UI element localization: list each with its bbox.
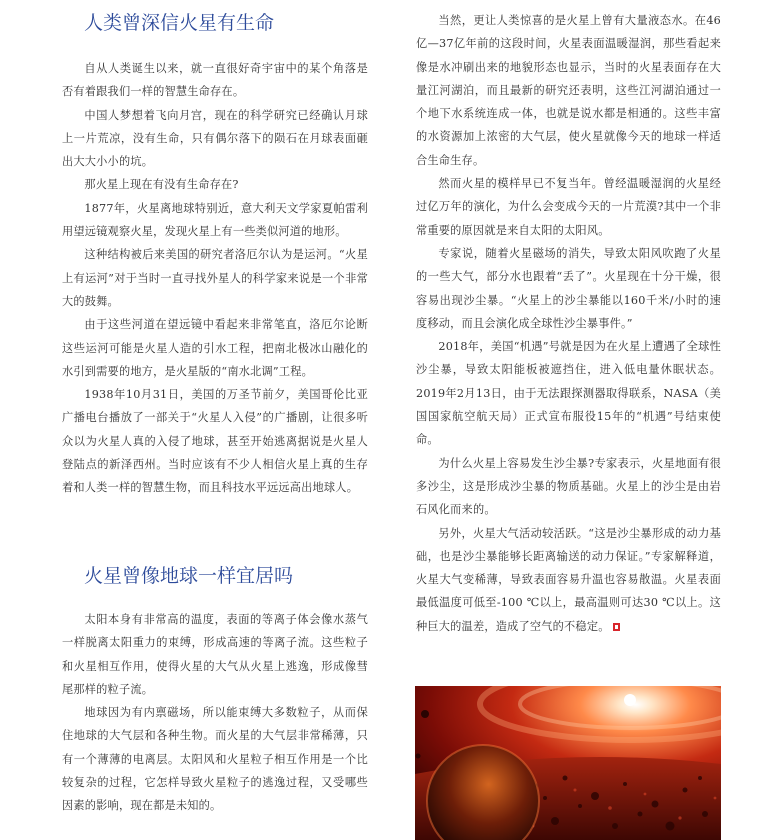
- section-body-life-belief: [62, 57, 368, 500]
- paragraph: 这种结构被后来美国的研究者洛厄尔认为是运河。“火星上有运河”对于当时一直寻找外星人的科学家来说是一个非常大的鼓舞。: [62, 248, 368, 308]
- paragraph: 自从人类诞生以来，就一直很好奇宇宙中的某个角落是否有着跟我们一样的智慧生命存在。: [62, 62, 368, 99]
- paragraph: 1877年，火星离地球特别近，意大利天文学家夏帕雷利用望远镜观察火星，发现火星上有一些类似河道的地形。: [62, 201, 368, 239]
- mars-space-illustration: [415, 686, 721, 840]
- paragraph: 太阳本身有非常高的温度，表面的等离子体会像水蒸气一样脱离太阳重力的束缚，形成高速的等离子流。这些粒子和火星相互作用，使得火星的大气从火星上逃逸，形成像彗尾那样的粒子流。: [62, 613, 368, 696]
- paragraph-last-text: 另外，火星大气活动较活跃。“这是沙尘暴形成的动力基础，也是沙尘暴能够长距离输送的动力保证。”专家解释道，火星大气变稀薄，导致表面容易升温也容易散温。火星表面最低温度可低至-100 ℃以上，最高温则可达30 ℃以上。这种巨大的温差，造成了空气的不稳定。: [416, 526, 721, 633]
- section-body-habitable: [62, 608, 368, 818]
- paragraph-last: [416, 522, 721, 638]
- section-heading-habitable: 火星曾像地球一样宜居吗: [84, 565, 294, 587]
- paragraph: 地球因为有内禀磁场，所以能束缚大多数粒子，从而保住地球的大气层和各种生物。而火星的大气层非常稀薄，只有一个薄薄的电离层。太阳风和火星粒子相互作用是一个比较复杂的过程，它怎样导致火星粒子的逃逸过程，又受哪些因素的影响，现在都是未知的。: [62, 706, 368, 813]
- paragraph: 为什么火星上容易发生沙尘暴?专家表示，火星地面有很多沙尘，这是形成沙尘暴的物质基础。火星上的沙尘是由岩石风化而来的。: [416, 456, 721, 517]
- right-column-body: [416, 9, 721, 638]
- paragraph: 然而火星的模样早已不复当年。曾经温暖湿润的火星经过亿万年的演化，为什么会变成今天的一片荒漠?其中一个非常重要的原因就是来自太阳的太阳风。: [416, 177, 721, 237]
- paragraph: 专家说，随着火星磁场的消失，导致太阳风吹跑了火星的一些大气，部分水也跟着“丢了”。火星现在十分干燥，很容易出现沙尘暴。“火星上的沙尘暴能以160千米/小时的速度移动，而且会演化成全球性沙尘暴事件。”: [416, 246, 721, 330]
- paragraph: 那火星上现在有没有生命存在?: [84, 178, 239, 192]
- paragraph: 由于这些河道在望远镜中看起来非常笔直，洛厄尔论断这些运河可能是火星人造的引水工程，把南北极冰山融化的水引到需要的地方，是火星版的“南水北调”工程。: [62, 318, 368, 378]
- paragraph: 当然，更让人类惊喜的是火星上曾有大量液态水。在46亿—37亿年前的这段时间，火星表面温暖湿润，那些看起来像是水冲刷出来的地貌形态也显示，当时的火星表面存在大量江河湖泊，而且最新的研究还表明，这些江河湖泊通过一个地下水系统连成一体，也就是说水都是相通的。这些丰富的水资源加上浓密的大气层，使火星就像今天的地球一样适合生命生存。: [416, 14, 721, 167]
- paragraph: 2018年，美国“机遇”号就是因为在火星上遭遇了全球性沙尘暴，导致太阳能板被遮挡住，进入低电量休眠状态。2019年2月13日，由于无法跟探测器取得联系，NASA（美国国家航空航天局）正式宣布服役15年的“机遇”号结束使命。: [416, 340, 721, 447]
- end-mark-icon: [613, 623, 620, 631]
- paragraph: 中国人梦想着飞向月宫，现在的科学研究已经确认月球上一片荒凉，没有生命，只有偶尔落下的陨石在月球表面砸出大大小小的坑。: [62, 108, 368, 169]
- paragraph: 1938年10月31日，美国的万圣节前夕，美国哥伦比亚广播电台播放了一部关于“火星人入侵”的广播剧，让很多听众以为火星人真的入侵了地球，甚至开始逃离据说是火星人登陆点的新泽西州。当时应该有不少人相信火星上真的生存着和人类一样的智慧生物，而且科技水平远远高出地球人。: [62, 388, 368, 495]
- section-heading-life-belief: 人类曾深信火星有生命: [84, 12, 275, 34]
